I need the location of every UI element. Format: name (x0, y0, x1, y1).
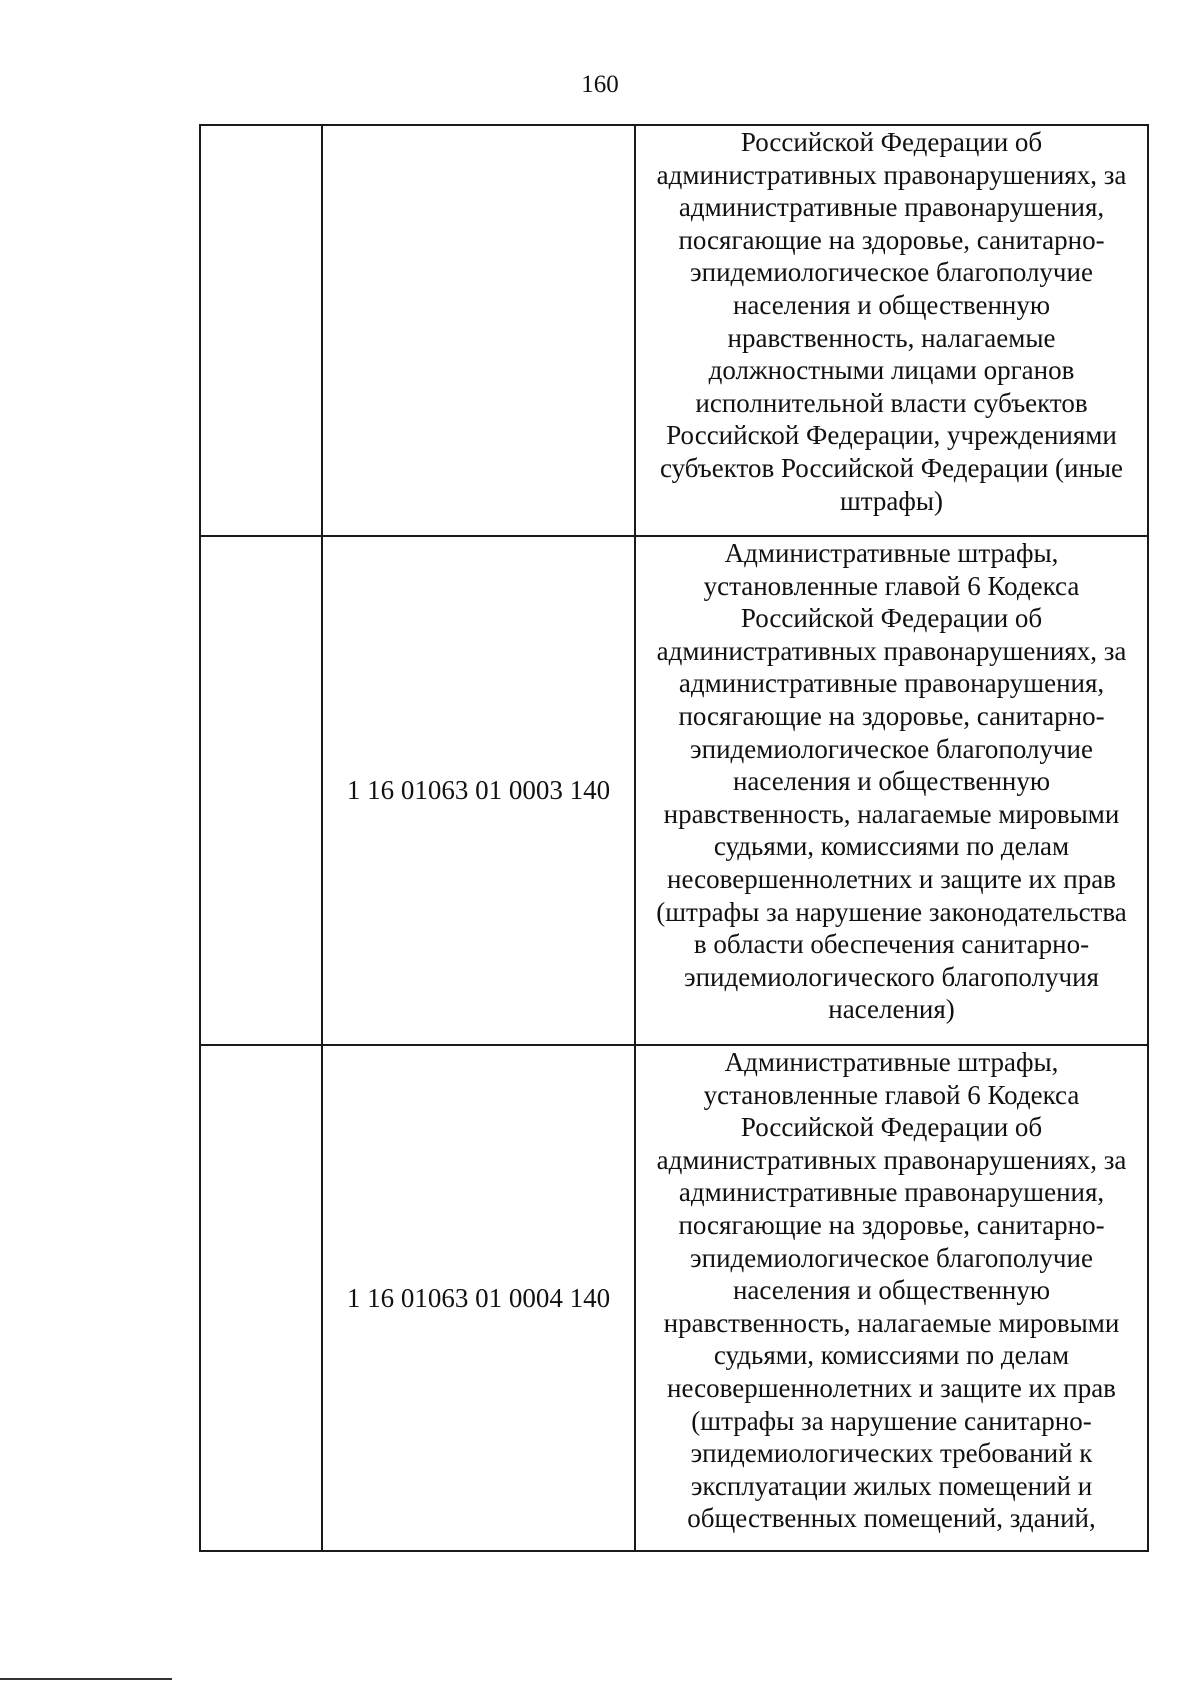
description-line: нравственность, налагаемые мировыми (663, 1307, 1120, 1338)
description-line: посягающие на здоровье, санитарно- (678, 700, 1105, 731)
footer-rule (0, 1678, 172, 1680)
table-row (200, 125, 1148, 536)
description-line: административные правонарушения, (678, 668, 1105, 699)
description-line: нравственность, налагаемые (727, 322, 1056, 353)
admin-code-cell (200, 1045, 322, 1551)
description-line: общественных помещений, зданий, (687, 1503, 1096, 1534)
table-row (200, 1045, 1148, 1551)
description-line: Российской Федерации об (740, 603, 1043, 634)
table-row (200, 536, 1148, 1045)
description-cell (635, 125, 1148, 536)
revenue-codes-table (199, 124, 1149, 1552)
description-line: административные правонарушения, (678, 1177, 1105, 1208)
description-line: административных правонарушениях, за (656, 159, 1127, 190)
description-line: Российской Федерации об (740, 127, 1043, 157)
budget-code-cell: 1 16 01063 01 0004 140 (322, 1045, 635, 1551)
description-line: судьями, комиссиями по делам (713, 831, 1070, 862)
description-line: населения и общественную (732, 289, 1051, 320)
description-line: населения и общественную (732, 766, 1051, 797)
description-line: нравственность, налагаемые мировыми (663, 798, 1120, 829)
description-line: Российской Федерации, учреждениями (666, 420, 1117, 451)
description-line: населения и общественную (732, 1275, 1051, 1306)
description-line: (штрафы за нарушение законодательства (656, 896, 1127, 927)
admin-code-cell (200, 536, 322, 1045)
description-line: эпидемиологическое благополучие (690, 257, 1093, 288)
budget-code-cell: 1 16 01063 01 0003 140 (322, 536, 635, 1045)
description-line: административных правонарушениях, за (656, 635, 1127, 666)
description-line: населения) (828, 994, 955, 1025)
description-line: эпидемиологическое благополучие (690, 733, 1093, 764)
description-line: Российской Федерации об (740, 1112, 1043, 1143)
description-line: (штрафы за нарушение санитарно- (691, 1405, 1092, 1436)
description-line: посягающие на здоровье, санитарно- (678, 1209, 1105, 1240)
description-cell (635, 1045, 1148, 1551)
description-line: несовершеннолетних и защите их прав (667, 863, 1116, 894)
page-number: 160 (581, 71, 619, 98)
description-line: посягающие на здоровье, санитарно- (678, 224, 1105, 255)
description-line: эпидемиологического благополучия (684, 961, 1099, 992)
description-line: исполнительной власти субъектов (695, 387, 1088, 418)
description-line: Административные штрафы, (724, 538, 1059, 568)
description-line: эксплуатации жилых помещений и (690, 1470, 1093, 1501)
description-cell (635, 536, 1148, 1045)
description-line: административные правонарушения, (678, 192, 1105, 223)
description-line: установленные главой 6 Кодекса (703, 570, 1080, 601)
description-line: установленные главой 6 Кодекса (703, 1079, 1080, 1110)
description-line: судьями, комиссиями по делам (713, 1340, 1070, 1371)
description-line: в области обеспечения санитарно- (693, 929, 1090, 960)
description-line: Административные штрафы, (724, 1047, 1059, 1077)
description-line: несовершеннолетних и защите их прав (667, 1372, 1116, 1403)
description-line: эпидемиологических требований к (690, 1438, 1093, 1469)
description-line: административных правонарушениях, за (656, 1144, 1127, 1175)
description-line: должностными лицами органов (708, 355, 1075, 386)
admin-code-cell (200, 125, 322, 536)
description-line: эпидемиологическое благополучие (690, 1242, 1093, 1273)
description-line: субъектов Российской Федерации (иные (659, 452, 1124, 483)
description-line: штрафы) (839, 485, 944, 516)
budget-code-cell (322, 125, 635, 536)
